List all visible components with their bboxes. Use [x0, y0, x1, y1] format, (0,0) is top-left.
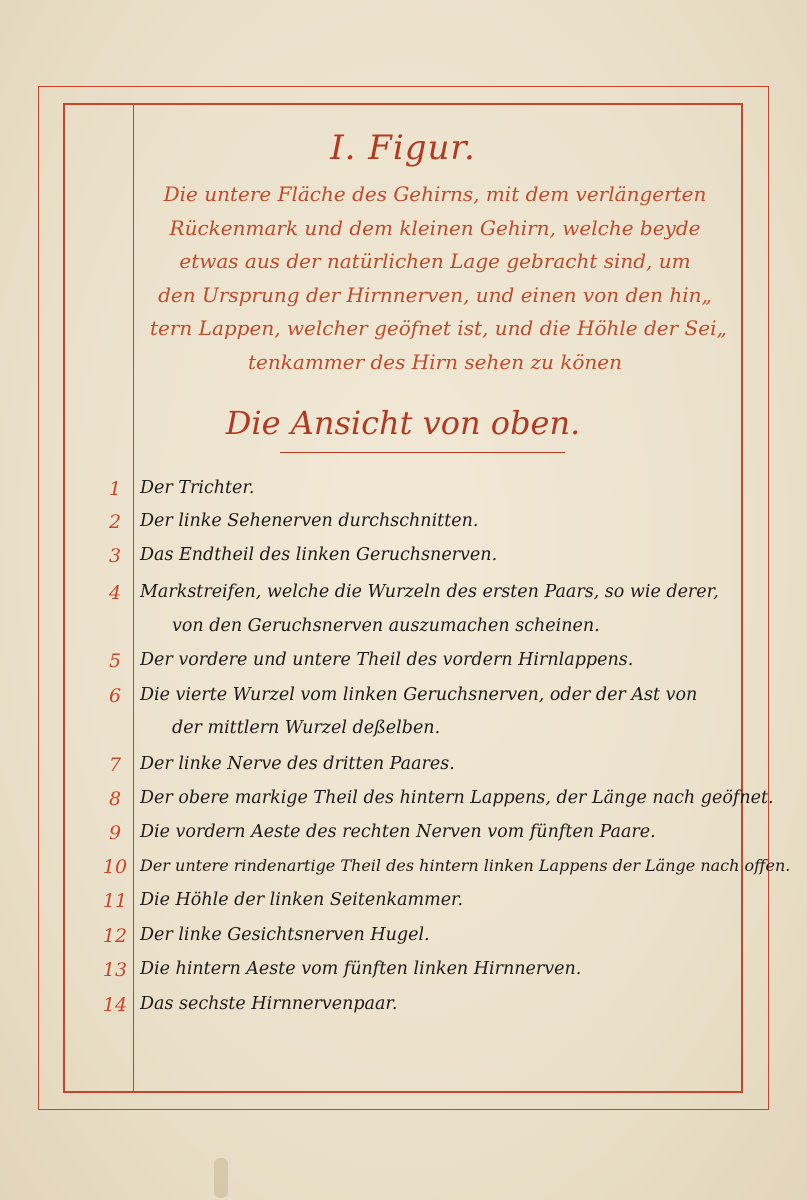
item-text: Der Trichter. — [140, 478, 255, 498]
subtitle-underline — [280, 452, 565, 453]
item-number: 11 — [102, 890, 128, 912]
item-text: Die vordern Aeste des rechten Nerven vom fünften Paare. — [140, 822, 656, 842]
list-item — [0, 511, 807, 545]
caption-line: den Ursprung der Hirnnerven, und einen von den hin„ — [158, 282, 712, 307]
list-item — [0, 582, 807, 616]
list-item — [0, 856, 807, 890]
item-number: 2 — [108, 511, 122, 533]
list-item — [0, 685, 807, 719]
item-text: Der vordere und untere Theil des vordern Hirnlappens. — [140, 650, 634, 670]
item-number: 4 — [108, 582, 122, 604]
list-item — [0, 994, 807, 1028]
item-text-continued: der mittlern Wurzel deßelben. — [172, 718, 441, 738]
caption-line: Die untere Fläche des Gehirns, mit dem verlängerten — [163, 182, 707, 206]
item-text: Der obere markige Theil des hintern Lappens, der Länge nach geöfnet. — [140, 788, 774, 808]
item-text: Der linke Nerve des dritten Paares. — [140, 754, 455, 774]
item-text-continued: von den Geruchsnerven auszumachen scheinen. — [172, 616, 600, 636]
item-number: 14 — [102, 994, 128, 1016]
item-text: Der linke Sehenerven durchschnitten. — [140, 511, 479, 531]
list-item — [0, 754, 807, 788]
item-text: Das Endtheil des linken Geruchsnerven. — [140, 545, 498, 565]
list-item-continuation — [0, 718, 807, 752]
item-number: 5 — [108, 650, 122, 672]
item-text: Die Höhle der linken Seitenkammer. — [140, 890, 464, 910]
list-item — [0, 545, 807, 579]
item-number: 6 — [108, 685, 122, 707]
list-item-continuation — [0, 616, 807, 650]
list-item — [0, 788, 807, 822]
item-text: Die vierte Wurzel vom linken Geruchsnerven, oder der Ast von — [140, 685, 698, 705]
list-item — [0, 478, 807, 512]
list-item — [0, 959, 807, 993]
item-number: 13 — [102, 959, 128, 981]
item-text: Der linke Gesichtsnerven Hugel. — [140, 925, 430, 945]
list-item — [0, 925, 807, 959]
item-number: 9 — [108, 822, 122, 844]
item-text: Der untere rindenartige Theil des hintern linken Lappens der Länge nach offen. — [140, 856, 791, 875]
item-text: Die hintern Aeste vom fünften linken Hirnnerven. — [140, 959, 582, 979]
item-number: 8 — [108, 788, 122, 810]
paper-stain — [214, 1158, 228, 1198]
list-item — [0, 890, 807, 924]
item-number: 12 — [102, 925, 128, 947]
caption-line: Rückenmark und dem kleinen Gehirn, welche beyde — [169, 215, 701, 240]
list-item — [0, 650, 807, 684]
item-number: 10 — [102, 856, 128, 878]
item-number: 1 — [108, 478, 122, 500]
caption-line: tern Lappen, welcher geöfnet ist, und die Höhle der Sei„ — [150, 316, 727, 340]
figure-caption — [150, 178, 727, 379]
list-item — [0, 822, 807, 856]
caption-line: etwas aus der natürlichen Lage gebracht sind, um — [179, 249, 691, 273]
figure-title: I. Figur. — [330, 128, 476, 168]
item-text: Markstreifen, welche die Wurzeln des ersten Paars, so wie derer, — [140, 582, 719, 602]
view-subtitle: Die Ansicht von oben. — [225, 404, 581, 442]
caption-line: tenkammer des Hirn sehen zu könen — [248, 349, 622, 374]
item-number: 3 — [108, 545, 122, 567]
item-number: 7 — [108, 754, 122, 776]
item-text: Das sechste Hirnnervenpaar. — [140, 994, 398, 1014]
